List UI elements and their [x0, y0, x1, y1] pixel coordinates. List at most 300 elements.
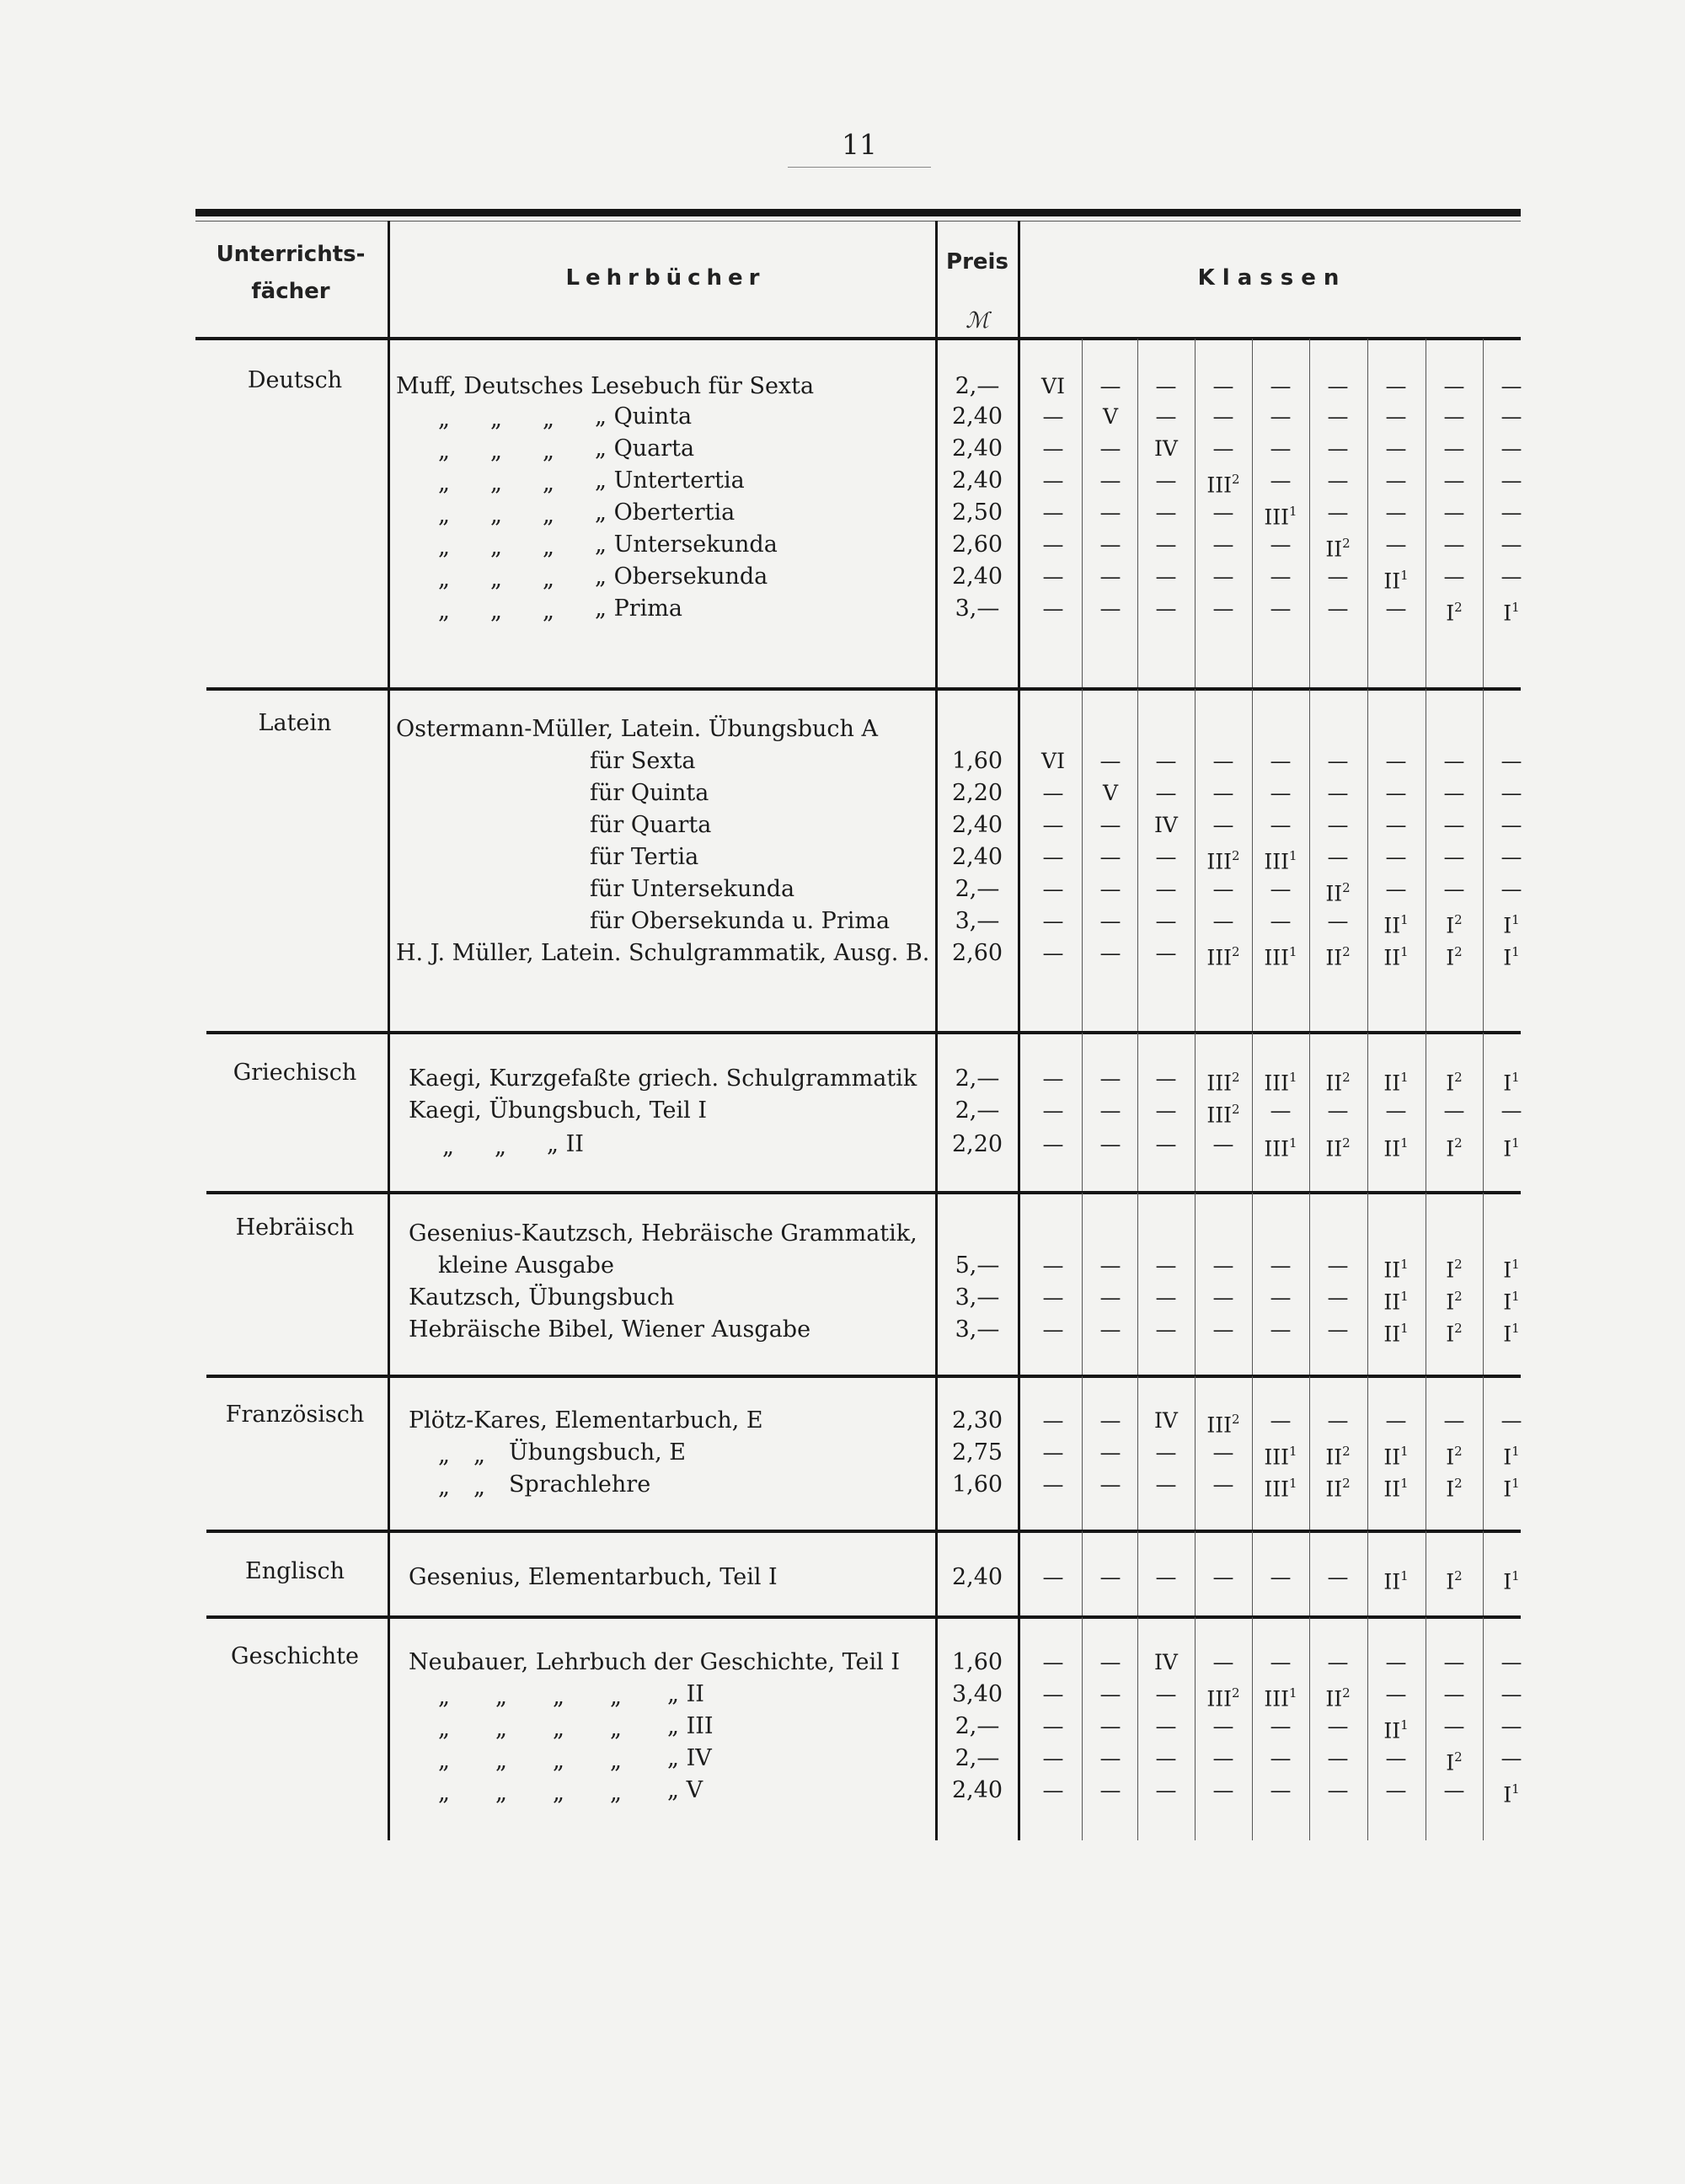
class-cell: —: [1327, 564, 1349, 589]
class-cell: —: [1212, 1746, 1234, 1770]
ditto-mark: „: [610, 1780, 622, 1806]
book-title-tail: „ II: [547, 1131, 584, 1157]
class-cell: $II^1$: [1383, 1476, 1409, 1502]
book-title: für Sexta: [590, 748, 696, 774]
price-value: 2,40: [951, 467, 1003, 494]
class-cell: —: [1500, 781, 1522, 805]
class-cell: —: [1385, 1098, 1407, 1123]
section-divider-rule: [206, 1375, 1521, 1378]
class-cell: —: [1212, 564, 1234, 589]
ditto-mark: „: [438, 1684, 450, 1710]
book-title: Ostermann-Müller, Latein. Übungsbuch A: [396, 716, 878, 742]
class-cell: III$^1$: [1264, 1444, 1297, 1470]
class-cell: III$^2$: [1206, 1102, 1240, 1128]
class-cell: —: [1443, 1682, 1465, 1706]
class-cell: —: [1155, 941, 1177, 965]
class-cell: —: [1270, 749, 1292, 773]
class-cell: —: [1443, 813, 1465, 837]
class-superscript: 2: [1454, 1321, 1463, 1336]
class-cell: —: [1385, 532, 1407, 557]
price-value: 3,—: [955, 1316, 1000, 1343]
class-cell: —: [1270, 468, 1292, 493]
class-superscript: 1: [1511, 1289, 1520, 1304]
class-cell: —: [1443, 749, 1465, 773]
class-superscript: 2: [1454, 1749, 1463, 1765]
class-cell: —: [1270, 1746, 1292, 1770]
class-cell: —: [1155, 564, 1177, 589]
class-superscript: 2: [1342, 1135, 1351, 1151]
class-cell: $II^2$: [1325, 944, 1351, 970]
class-cell: $I^1$: [1503, 1135, 1520, 1161]
class-cell: —: [1212, 596, 1234, 621]
header-divider: [935, 221, 938, 339]
class-cell: —: [1099, 436, 1121, 461]
class-cell: —: [1155, 1440, 1177, 1465]
class-cell: —: [1500, 813, 1522, 837]
class-cell: —: [1385, 749, 1407, 773]
class-cell: —: [1270, 1285, 1292, 1310]
class-cell: —: [1327, 749, 1349, 773]
class-superscript: 1: [1511, 1070, 1520, 1085]
class-superscript: 1: [1289, 1476, 1297, 1491]
book-title: für Tertia: [590, 844, 699, 870]
ditto-mark: „: [610, 1748, 622, 1774]
class-cell: —: [1099, 1408, 1121, 1433]
class-cell: —: [1443, 845, 1465, 869]
class-cell: —: [1385, 1408, 1407, 1433]
class-cell: —: [1270, 532, 1292, 557]
ditto-mark: „: [490, 598, 502, 624]
class-column-divider: [1483, 1617, 1484, 1840]
class-cell: —: [1212, 781, 1234, 805]
class-cell: III$^2$: [1206, 472, 1240, 498]
class-cell: —: [1155, 404, 1177, 429]
class-cell: —: [1500, 1650, 1522, 1674]
book-title-tail: „ V: [667, 1777, 703, 1803]
class-cell: —: [1385, 1778, 1407, 1802]
section-subject-deutsch: Deutsch: [247, 367, 343, 393]
class-superscript: 2: [1454, 1444, 1463, 1459]
section-divider-rule: [206, 1615, 1521, 1619]
class-column-divider: [1195, 1033, 1196, 1193]
class-cell: —: [1155, 909, 1177, 933]
ditto-mark: „: [490, 470, 502, 496]
class-superscript: 1: [1400, 568, 1409, 583]
class-superscript: 2: [1342, 1685, 1351, 1701]
book-title-tail: „ Untertertia: [595, 467, 745, 494]
class-cell: —: [1099, 813, 1121, 837]
class-superscript: 1: [1289, 1685, 1297, 1701]
class-cell: —: [1099, 941, 1121, 965]
class-column-divider: [1137, 339, 1138, 689]
class-cell: —: [1385, 845, 1407, 869]
price-value: 1,60: [951, 748, 1003, 774]
price-value: 2,30: [951, 1407, 1003, 1434]
class-cell: —: [1212, 500, 1234, 525]
class-cell: $I^1$: [1503, 1257, 1520, 1283]
class-column-divider: [1309, 1193, 1310, 1376]
book-title: für Untersekunda: [590, 876, 795, 902]
class-superscript: 2: [1232, 1070, 1240, 1085]
class-column-divider: [1195, 1376, 1196, 1531]
class-cell: —: [1155, 1746, 1177, 1770]
class-cell: —: [1327, 468, 1349, 493]
class-cell: —: [1500, 404, 1522, 429]
class-cell: —: [1099, 500, 1121, 525]
class-cell: —: [1270, 1317, 1292, 1342]
class-cell: III$^1$: [1264, 848, 1297, 874]
ditto-mark: „: [610, 1716, 622, 1742]
price-value: 2,40: [951, 435, 1003, 462]
class-cell: $II^1$: [1383, 1289, 1409, 1315]
class-superscript: 1: [1400, 1257, 1409, 1272]
class-cell: —: [1099, 596, 1121, 621]
class-cell: IV: [1154, 1650, 1178, 1674]
book-title-tail: Sprachlehre: [509, 1471, 651, 1498]
class-superscript: 2: [1454, 944, 1463, 959]
class-cell: —: [1099, 1565, 1121, 1589]
class-cell: $II^2$: [1325, 1444, 1351, 1470]
class-cell: —: [1270, 1098, 1292, 1123]
class-cell: III$^2$: [1206, 1685, 1240, 1711]
price-value: 2,20: [951, 1131, 1003, 1157]
class-superscript: 2: [1454, 1476, 1463, 1491]
class-cell: —: [1270, 909, 1292, 933]
ditto-mark: „: [553, 1748, 564, 1774]
book-title-tail: „ Quinta: [595, 403, 693, 430]
class-column-divider: [1367, 1193, 1368, 1376]
class-cell: —: [1155, 1317, 1177, 1342]
book-title-tail: „ Obertertia: [595, 499, 736, 526]
class-cell: —: [1042, 404, 1064, 429]
class-cell: —: [1042, 1778, 1064, 1802]
class-cell: —: [1385, 1650, 1407, 1674]
class-cell: —: [1155, 596, 1177, 621]
class-cell: —: [1327, 436, 1349, 461]
class-superscript: 1: [1400, 1070, 1409, 1085]
ditto-mark: „: [553, 1684, 564, 1710]
class-cell: III$^1$: [1264, 1135, 1297, 1161]
class-cell: —: [1443, 404, 1465, 429]
subject-column-divider: [388, 1617, 390, 1840]
class-cell: $I^2$: [1446, 1070, 1463, 1096]
class-cell: —: [1042, 1565, 1064, 1589]
class-superscript: 1: [1400, 1135, 1409, 1151]
class-cell: —: [1500, 749, 1522, 773]
ditto-mark: „: [543, 406, 554, 432]
section-subject-französisch: Französisch: [225, 1402, 365, 1428]
class-cell: —: [1327, 781, 1349, 805]
class-cell: —: [1042, 468, 1064, 493]
class-cell: —: [1099, 845, 1121, 869]
section-subject-geschichte: Geschichte: [231, 1643, 359, 1669]
class-cell: —: [1327, 500, 1349, 525]
class-superscript: 2: [1232, 1412, 1240, 1427]
class-superscript: 2: [1232, 472, 1240, 487]
ditto-mark: „: [473, 1474, 485, 1500]
class-cell: —: [1212, 1650, 1234, 1674]
class-cell: $II^1$: [1383, 1717, 1409, 1743]
class-cell: $I^2$: [1446, 1476, 1463, 1502]
class-cell: $I^2$: [1446, 600, 1463, 626]
class-cell: —: [1099, 1066, 1121, 1091]
class-column-divider: [1309, 689, 1310, 1033]
price-value: 2,40: [951, 1777, 1003, 1803]
ditto-mark: „: [438, 1748, 450, 1774]
book-title-tail: Übungsbuch, E: [509, 1439, 687, 1466]
price-value: 2,20: [951, 780, 1003, 806]
class-cell: —: [1443, 1650, 1465, 1674]
ditto-mark: „: [490, 406, 502, 432]
class-superscript: 2: [1342, 536, 1351, 551]
class-cell: VI: [1041, 374, 1065, 398]
book-title: Gesenius, Elementarbuch, Teil I: [409, 1564, 778, 1590]
class-cell: —: [1443, 500, 1465, 525]
class-cell: —: [1385, 1682, 1407, 1706]
class-cell: —: [1099, 1682, 1121, 1706]
class-cell: $I^2$: [1446, 1568, 1463, 1594]
class-cell: —: [1099, 1317, 1121, 1342]
class-superscript: 2: [1454, 1135, 1463, 1151]
price-value: 2,75: [951, 1439, 1003, 1466]
ditto-mark: „: [495, 1780, 507, 1806]
class-column-divider: [1137, 1193, 1138, 1376]
class-cell: —: [1042, 1253, 1064, 1278]
class-cell: —: [1385, 877, 1407, 901]
class-cell: $I^2$: [1446, 944, 1463, 970]
class-superscript: 2: [1454, 1257, 1463, 1272]
class-cell: $I^1$: [1503, 1321, 1520, 1347]
class-cell: —: [1042, 909, 1064, 933]
class-cell: —: [1443, 436, 1465, 461]
class-cell: —: [1327, 374, 1349, 398]
class-superscript: 1: [1511, 944, 1520, 959]
class-cell: —: [1270, 1714, 1292, 1738]
class-superscript: 1: [1400, 1476, 1409, 1491]
class-cell: $I^2$: [1446, 1444, 1463, 1470]
class-column-divider: [1195, 1193, 1196, 1376]
class-column-divider: [1195, 689, 1196, 1033]
class-cell: —: [1099, 909, 1121, 933]
class-superscript: 1: [1511, 1781, 1520, 1797]
class-superscript: 1: [1400, 1568, 1409, 1583]
class-cell: $II^1$: [1383, 1568, 1409, 1594]
class-cell: $I^1$: [1503, 1781, 1520, 1808]
class-cell: —: [1155, 877, 1177, 901]
class-cell: —: [1212, 749, 1234, 773]
class-column-divider: [1483, 1033, 1484, 1193]
class-cell: —: [1155, 749, 1177, 773]
class-superscript: 2: [1232, 848, 1240, 863]
class-column-divider: [1483, 339, 1484, 689]
class-column-divider: [1367, 689, 1368, 1033]
class-cell: —: [1500, 374, 1522, 398]
class-cell: —: [1500, 564, 1522, 589]
class-cell: —: [1212, 1440, 1234, 1465]
class-cell: —: [1327, 404, 1349, 429]
class-column-divider: [1367, 1617, 1368, 1840]
class-cell: —: [1270, 374, 1292, 398]
class-cell: —: [1270, 1408, 1292, 1433]
table-top-rule: [195, 209, 1521, 216]
class-superscript: 2: [1454, 600, 1463, 615]
class-column-divider: [1483, 1531, 1484, 1617]
class-cell: $I^2$: [1446, 1749, 1463, 1776]
class-cell: —: [1042, 1408, 1064, 1433]
class-cell: —: [1385, 781, 1407, 805]
class-cell: $II^1$: [1383, 944, 1409, 970]
class-cell: —: [1443, 1098, 1465, 1123]
class-superscript: 2: [1342, 944, 1351, 959]
class-column-divider: [1195, 339, 1196, 689]
price-value: 1,60: [951, 1649, 1003, 1675]
ditto-mark: „: [438, 502, 450, 528]
class-cell: IV: [1154, 813, 1178, 837]
class-cell: $I^1$: [1503, 1568, 1520, 1594]
price-value: 3,40: [951, 1681, 1003, 1707]
class-cell: —: [1099, 374, 1121, 398]
class-cell: —: [1155, 1098, 1177, 1123]
class-cell: —: [1500, 468, 1522, 493]
price-value: 2,60: [951, 940, 1003, 966]
class-cell: —: [1099, 1650, 1121, 1674]
price-value: 3,—: [955, 1284, 1000, 1311]
class-cell: —: [1385, 813, 1407, 837]
class-superscript: 2: [1342, 1070, 1351, 1085]
class-column-divider: [1309, 1531, 1310, 1617]
class-superscript: 1: [1511, 1444, 1520, 1459]
section-divider-rule: [206, 1530, 1521, 1533]
class-cell: —: [1042, 436, 1064, 461]
class-cell: —: [1042, 813, 1064, 837]
class-cell: —: [1212, 909, 1234, 933]
price-value: 2,50: [951, 499, 1003, 526]
class-superscript: 2: [1232, 1685, 1240, 1701]
book-title: Gesenius-Kautzsch, Hebräische Grammatik,: [409, 1220, 917, 1247]
class-cell: $I^2$: [1446, 1257, 1463, 1283]
class-column-divider: [1252, 1193, 1253, 1376]
header-subject: [202, 236, 379, 310]
class-cell: —: [1099, 1132, 1121, 1156]
class-cell: —: [1042, 596, 1064, 621]
class-column-divider: [1082, 1376, 1083, 1531]
class-column-divider: [1082, 1193, 1083, 1376]
class-column-divider: [1137, 1531, 1138, 1617]
class-cell: —: [1042, 1066, 1064, 1091]
price-value: 2,—: [955, 373, 1000, 399]
class-cell: —: [1385, 500, 1407, 525]
class-cell: $I^1$: [1503, 1289, 1520, 1315]
ditto-mark: „: [490, 566, 502, 592]
page-number-rule: [788, 167, 931, 168]
class-column-divider: [1309, 1617, 1310, 1840]
class-cell: III$^1$: [1264, 1070, 1297, 1096]
class-cell: —: [1385, 596, 1407, 621]
class-cell: —: [1155, 468, 1177, 493]
class-cell: —: [1385, 1746, 1407, 1770]
class-column-divider: [1082, 689, 1083, 1033]
class-cell: —: [1270, 1565, 1292, 1589]
class-cell: —: [1500, 1714, 1522, 1738]
ditto-mark: „: [442, 1134, 454, 1160]
class-cell: —: [1099, 877, 1121, 901]
ditto-mark: „: [495, 1748, 507, 1774]
class-superscript: 2: [1454, 1289, 1463, 1304]
class-cell: —: [1212, 813, 1234, 837]
class-cell: III$^1$: [1264, 504, 1297, 530]
ditto-mark: „: [438, 438, 450, 464]
price-value: 2,—: [955, 1097, 1000, 1124]
book-title-tail: „ Prima: [595, 595, 682, 622]
price-value: [935, 1218, 1019, 1249]
class-cell: —: [1042, 1650, 1064, 1674]
class-cell: —: [1500, 1746, 1522, 1770]
class-superscript: 1: [1511, 1257, 1520, 1272]
class-cell: —: [1099, 1098, 1121, 1123]
subject-column-divider: [388, 1193, 390, 1376]
class-cell: V: [1102, 404, 1119, 429]
price-value: 2,—: [955, 1065, 1000, 1092]
ditto-mark: „: [543, 470, 554, 496]
class-superscript: 1: [1289, 848, 1297, 863]
class-cell: —: [1443, 374, 1465, 398]
class-cell: —: [1155, 1682, 1177, 1706]
book-title: für Obersekunda u. Prima: [590, 908, 891, 934]
class-cell: —: [1099, 1746, 1121, 1770]
class-cell: V: [1102, 781, 1119, 805]
table-top-thin-rule: [195, 221, 1521, 222]
book-title: kleine Ausgabe: [438, 1252, 614, 1279]
ditto-mark: „: [553, 1716, 564, 1742]
class-cell: —: [1042, 1472, 1064, 1497]
class-cell: —: [1500, 1682, 1522, 1706]
class-superscript: 2: [1454, 1568, 1463, 1583]
class-superscript: 1: [1511, 1568, 1520, 1583]
class-column-divider: [1252, 689, 1253, 1033]
class-column-divider: [1483, 1376, 1484, 1531]
ditto-mark: „: [438, 1474, 450, 1500]
class-column-divider: [1082, 339, 1083, 689]
class-cell: —: [1443, 564, 1465, 589]
ditto-mark: „: [610, 1684, 622, 1710]
book-title: für Quinta: [590, 780, 709, 806]
class-cell: —: [1270, 596, 1292, 621]
class-cell: —: [1155, 1285, 1177, 1310]
class-superscript: 1: [1511, 1321, 1520, 1336]
header-price: Preis: [946, 249, 1008, 275]
page-number: 11: [842, 128, 877, 161]
class-superscript: 1: [1400, 912, 1409, 927]
book-title-tail: „ Obersekunda: [595, 563, 768, 590]
class-cell: —: [1212, 1285, 1234, 1310]
class-cell: —: [1327, 1778, 1349, 1802]
class-cell: —: [1212, 1132, 1234, 1156]
class-superscript: 1: [1511, 912, 1520, 927]
class-cell: —: [1327, 1650, 1349, 1674]
ditto-mark: „: [438, 598, 450, 624]
class-superscript: 2: [1454, 1070, 1463, 1085]
class-superscript: 2: [1232, 944, 1240, 959]
price-value: 2,40: [951, 844, 1003, 870]
class-cell: VI: [1041, 749, 1065, 773]
class-cell: $I^2$: [1446, 1135, 1463, 1161]
class-cell: —: [1042, 781, 1064, 805]
class-cell: —: [1155, 1472, 1177, 1497]
class-superscript: 2: [1454, 912, 1463, 927]
class-superscript: 2: [1342, 1476, 1351, 1491]
class-cell: —: [1270, 813, 1292, 837]
class-cell: —: [1327, 1253, 1349, 1278]
